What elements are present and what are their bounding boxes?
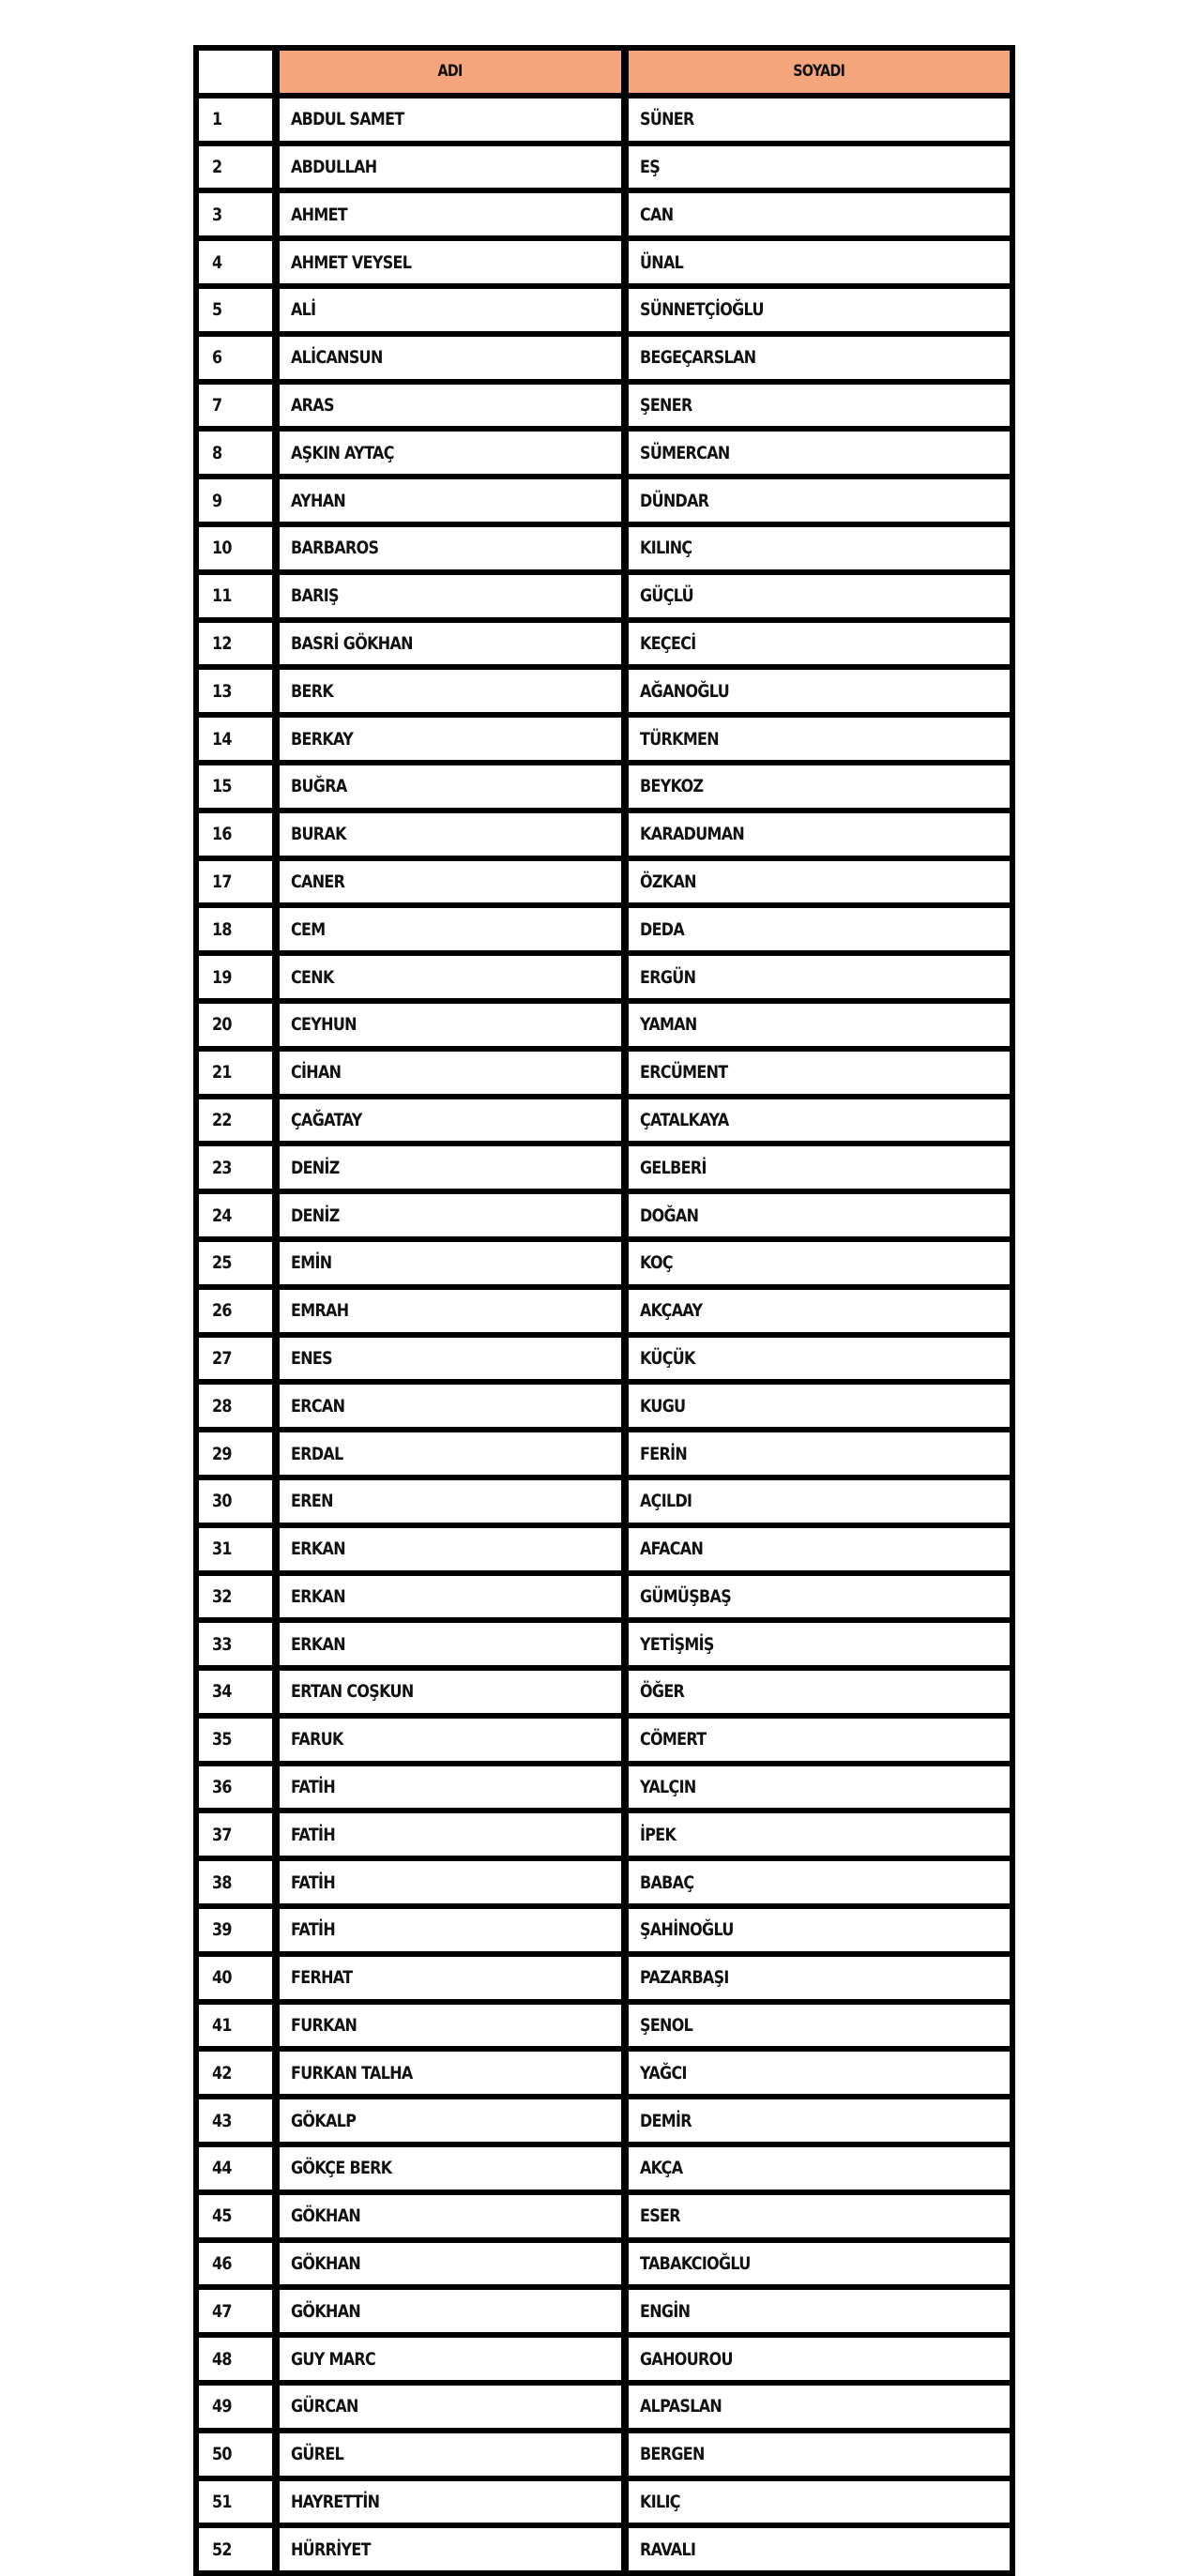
row-number: 32 bbox=[199, 1576, 272, 1618]
first-name: GÖKHAN bbox=[280, 2195, 621, 2237]
first-name: DENİZ bbox=[280, 1194, 621, 1236]
row-number: 27 bbox=[199, 1338, 272, 1380]
row-number: 14 bbox=[199, 718, 272, 760]
row-number: 49 bbox=[199, 2386, 272, 2428]
first-name: BERKAY bbox=[280, 718, 621, 760]
row-number: 9 bbox=[199, 479, 272, 522]
row-number: 34 bbox=[199, 1671, 272, 1713]
last-name: SÜMERCAN bbox=[629, 432, 1010, 474]
row-number: 10 bbox=[199, 527, 272, 569]
first-name: ARAS bbox=[280, 385, 621, 427]
last-name: SÜNER bbox=[629, 98, 1010, 141]
row-number: 18 bbox=[199, 908, 272, 950]
last-name: TÜRKMEN bbox=[629, 718, 1010, 760]
first-name: AŞKIN AYTAÇ bbox=[280, 432, 621, 474]
last-name: ERCÜMENT bbox=[629, 1052, 1010, 1094]
row-number: 51 bbox=[199, 2481, 272, 2523]
row-number: 12 bbox=[199, 623, 272, 665]
row-number: 19 bbox=[199, 956, 272, 998]
row-number: 45 bbox=[199, 2195, 272, 2237]
first-name: GÜRCAN bbox=[280, 2386, 621, 2428]
first-name: ERTAN COŞKUN bbox=[280, 1671, 621, 1713]
name-table bbox=[193, 45, 1015, 2576]
first-name: ALİCANSUN bbox=[280, 337, 621, 379]
last-name: KÜÇÜK bbox=[629, 1338, 1010, 1380]
first-name: BASRİ GÖKHAN bbox=[280, 623, 621, 665]
row-number: 22 bbox=[199, 1099, 272, 1142]
row-number: 2 bbox=[199, 146, 272, 189]
last-name: CAN bbox=[629, 193, 1010, 235]
last-name: KOÇ bbox=[629, 1242, 1010, 1284]
row-number: 37 bbox=[199, 1813, 272, 1856]
last-name: KARADUMAN bbox=[629, 813, 1010, 856]
last-name: ÖZKAN bbox=[629, 861, 1010, 903]
last-name: ŞAHİNOĞLU bbox=[629, 1909, 1010, 1951]
row-number: 24 bbox=[199, 1194, 272, 1236]
last-name: İPEK bbox=[629, 1813, 1010, 1856]
row-number: 50 bbox=[199, 2433, 272, 2476]
last-name: CÖMERT bbox=[629, 1719, 1010, 1761]
first-name: ERDAL bbox=[280, 1432, 621, 1475]
last-name: AFACAN bbox=[629, 1528, 1010, 1570]
last-name: PAZARBAŞI bbox=[629, 1957, 1010, 1999]
first-name: FATİH bbox=[280, 1909, 621, 1951]
first-name: EMİN bbox=[280, 1242, 621, 1284]
last-name: ŞENOL bbox=[629, 2005, 1010, 2047]
row-number: 13 bbox=[199, 670, 272, 712]
row-number: 8 bbox=[199, 432, 272, 474]
row-number: 44 bbox=[199, 2147, 272, 2190]
first-name: BERK bbox=[280, 670, 621, 712]
row-number: 28 bbox=[199, 1385, 272, 1427]
first-name: GÖKHAN bbox=[280, 2290, 621, 2332]
row-number: 17 bbox=[199, 861, 272, 903]
last-name: AKÇA bbox=[629, 2147, 1010, 2190]
last-name: KEÇECİ bbox=[629, 623, 1010, 665]
first-name: ÇAĞATAY bbox=[280, 1099, 621, 1142]
last-name: RAVALI bbox=[629, 2528, 1010, 2570]
last-name: DEDA bbox=[629, 908, 1010, 950]
row-number: 33 bbox=[199, 1623, 272, 1665]
last-name: GELBERİ bbox=[629, 1146, 1010, 1189]
header-adi: ADI bbox=[280, 51, 621, 93]
first-name: GÜREL bbox=[280, 2433, 621, 2476]
row-number: 6 bbox=[199, 337, 272, 379]
first-name: BARIŞ bbox=[280, 575, 621, 617]
first-name: GÖKALP bbox=[280, 2099, 621, 2142]
last-name: YETİŞMİŞ bbox=[629, 1623, 1010, 1665]
row-number: 41 bbox=[199, 2005, 272, 2047]
last-name: ERGÜN bbox=[629, 956, 1010, 998]
first-name: FURKAN TALHA bbox=[280, 2052, 621, 2094]
row-number: 15 bbox=[199, 765, 272, 808]
first-name: BUĞRA bbox=[280, 765, 621, 808]
first-name: CEYHUN bbox=[280, 1004, 621, 1046]
first-name: GUY MARC bbox=[280, 2338, 621, 2380]
last-name: FERİN bbox=[629, 1432, 1010, 1475]
last-name: KUGU bbox=[629, 1385, 1010, 1427]
last-name: BEGEÇARSLAN bbox=[629, 337, 1010, 379]
first-name: AHMET bbox=[280, 193, 621, 235]
header-soyadi: SOYADI bbox=[629, 51, 1010, 93]
first-name: HAYRETTİN bbox=[280, 2481, 621, 2523]
last-name: YALÇIN bbox=[629, 1766, 1010, 1809]
row-number: 42 bbox=[199, 2052, 272, 2094]
first-name: GÖKHAN bbox=[280, 2243, 621, 2285]
last-name: ESER bbox=[629, 2195, 1010, 2237]
last-name: ŞENER bbox=[629, 385, 1010, 427]
first-name: FURKAN bbox=[280, 2005, 621, 2047]
last-name: GÜÇLÜ bbox=[629, 575, 1010, 617]
first-name: FATİH bbox=[280, 1861, 621, 1903]
last-name: EŞ bbox=[629, 146, 1010, 189]
row-number: 31 bbox=[199, 1528, 272, 1570]
first-name: FATİH bbox=[280, 1813, 621, 1856]
row-number: 29 bbox=[199, 1432, 272, 1475]
row-number: 21 bbox=[199, 1052, 272, 1094]
row-number: 43 bbox=[199, 2099, 272, 2142]
corner-cell bbox=[199, 51, 272, 93]
first-name: ERKAN bbox=[280, 1623, 621, 1665]
last-name: ALPASLAN bbox=[629, 2386, 1010, 2428]
last-name: AKÇAAY bbox=[629, 1290, 1010, 1332]
first-name: EMRAH bbox=[280, 1290, 621, 1332]
last-name: BEYKOZ bbox=[629, 765, 1010, 808]
first-name: CENK bbox=[280, 956, 621, 998]
first-name: EREN bbox=[280, 1480, 621, 1523]
first-name: HÜRRİYET bbox=[280, 2528, 621, 2570]
last-name: BERGEN bbox=[629, 2433, 1010, 2476]
last-name: AĞANOĞLU bbox=[629, 670, 1010, 712]
last-name: DÜNDAR bbox=[629, 479, 1010, 522]
first-name: BARBAROS bbox=[280, 527, 621, 569]
first-name: AYHAN bbox=[280, 479, 621, 522]
row-number: 1 bbox=[199, 98, 272, 141]
row-number: 30 bbox=[199, 1480, 272, 1523]
row-number: 47 bbox=[199, 2290, 272, 2332]
first-name: ABDULLAH bbox=[280, 146, 621, 189]
row-number: 36 bbox=[199, 1766, 272, 1809]
row-number: 26 bbox=[199, 1290, 272, 1332]
row-number: 48 bbox=[199, 2338, 272, 2380]
row-number: 11 bbox=[199, 575, 272, 617]
first-name: ERCAN bbox=[280, 1385, 621, 1427]
row-number: 7 bbox=[199, 385, 272, 427]
last-name: GÜMÜŞBAŞ bbox=[629, 1576, 1010, 1618]
last-name: AÇILDI bbox=[629, 1480, 1010, 1523]
last-name: ÇATALKAYA bbox=[629, 1099, 1010, 1142]
last-name: YAĞCI bbox=[629, 2052, 1010, 2094]
first-name: FERHAT bbox=[280, 1957, 621, 1999]
first-name: ERKAN bbox=[280, 1528, 621, 1570]
first-name: FATİH bbox=[280, 1766, 621, 1809]
last-name: KILINÇ bbox=[629, 527, 1010, 569]
row-number: 39 bbox=[199, 1909, 272, 1951]
last-name: KILIÇ bbox=[629, 2481, 1010, 2523]
row-number: 23 bbox=[199, 1146, 272, 1189]
first-name: ERKAN bbox=[280, 1576, 621, 1618]
first-name: GÖKÇE BERK bbox=[280, 2147, 621, 2190]
last-name: DOĞAN bbox=[629, 1194, 1010, 1236]
last-name: BABAÇ bbox=[629, 1861, 1010, 1903]
row-number: 40 bbox=[199, 1957, 272, 1999]
row-number: 3 bbox=[199, 193, 272, 235]
last-name: YAMAN bbox=[629, 1004, 1010, 1046]
first-name: DENİZ bbox=[280, 1146, 621, 1189]
first-name: ABDUL SAMET bbox=[280, 98, 621, 141]
row-number: 16 bbox=[199, 813, 272, 856]
first-name: FARUK bbox=[280, 1719, 621, 1761]
row-number: 52 bbox=[199, 2528, 272, 2570]
last-name: DEMİR bbox=[629, 2099, 1010, 2142]
first-name: CANER bbox=[280, 861, 621, 903]
row-number: 46 bbox=[199, 2243, 272, 2285]
first-name: AHMET VEYSEL bbox=[280, 241, 621, 283]
last-name: ÖĞER bbox=[629, 1671, 1010, 1713]
last-name: SÜNNETÇİOĞLU bbox=[629, 289, 1010, 331]
first-name: BURAK bbox=[280, 813, 621, 856]
row-number: 38 bbox=[199, 1861, 272, 1903]
row-number: 35 bbox=[199, 1719, 272, 1761]
last-name: TABAKCIOĞLU bbox=[629, 2243, 1010, 2285]
row-number: 4 bbox=[199, 241, 272, 283]
first-name: CEM bbox=[280, 908, 621, 950]
last-name: ÜNAL bbox=[629, 241, 1010, 283]
last-name: ENGİN bbox=[629, 2290, 1010, 2332]
last-name: GAHOUROU bbox=[629, 2338, 1010, 2380]
first-name: CİHAN bbox=[280, 1052, 621, 1094]
row-number: 5 bbox=[199, 289, 272, 331]
row-number: 25 bbox=[199, 1242, 272, 1284]
row-number: 20 bbox=[199, 1004, 272, 1046]
first-name: ENES bbox=[280, 1338, 621, 1380]
first-name: ALİ bbox=[280, 289, 621, 331]
